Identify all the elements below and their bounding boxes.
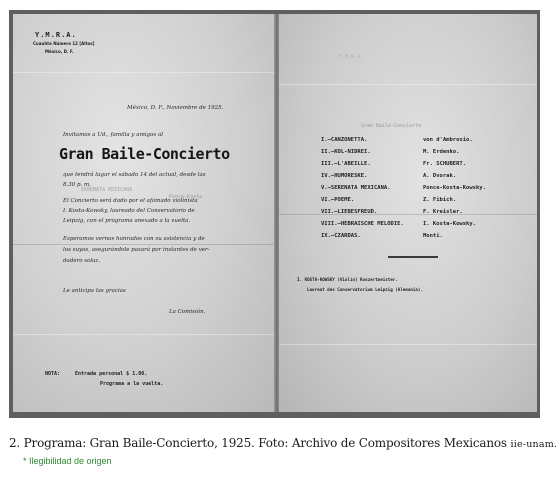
program-composer: A. Dvorak.: [423, 173, 457, 179]
program-composer: F. Kreisler.: [423, 209, 463, 215]
caption-source: iie-unam.: [510, 439, 557, 450]
nota-entry-price: Entrada personal $ 1.00.: [75, 371, 148, 377]
body-line: 8.30 p. m.: [63, 182, 91, 188]
program-composer: Fr. SCHUBERT.: [423, 161, 467, 167]
program-piece: VII.—LIEBESFREUD.: [321, 209, 378, 215]
program-divider: [388, 256, 438, 258]
program-piece: I.—CANZONETTA.: [321, 137, 368, 143]
invitation-line: Invitamos a Ud., familia y amigos al: [63, 132, 163, 138]
program-piece: VI.—POEME.: [321, 197, 355, 203]
program-composer: I. Kosta-Kowsky.: [423, 221, 476, 227]
body-line: Esperamos vernos honrados con su asistencia y de: [63, 236, 205, 242]
caption-text: 2. Programa: Gran Baile-Concierto, 1925. Foto: Archivo de Compositores Mexicanos: [9, 436, 511, 450]
program-piece: VIII.—HEBRAISCHE MELODIE.: [321, 221, 404, 227]
header-city: México, D. F.: [45, 49, 74, 54]
program-photograph: Y.M.R.A. Cuauhte Número 12 [Altos] México, D. F. México, D. F., Noviembre de 1925. Invitamos a Ud., familia y amigos al Gran Baile-Concierto SERENATA MEXICANA Ponce-Kosta que tendrá lugar el sábado 14 del actual, desde las 8.30 p. m. El Concierto será dado por el afamado violinista I. Kosta-Kowsky, laureado del Conservatorio de Leipzig, con el programa anexado a la vuelta. Esperamos vernos honrados con su asistencia y de los suyos, asegurándole pasará por instantes de ver- dadero solaz. Le anticipa las gracias La Comisión. NOTA: Entrada personal $ 1.00. Programa a la vuelta. I.—CANZONETTA. von d'Ambrosio. II.—KOL-NIDREI. M. Erdenko. III.—L'ABEILLE. Fr. SCHUBERT. IV.—HUMORESKE. A. Dvorak. V.—SERENATA MEXICANA. Ponce-Kosta-Kowsky. VI.—POEME. Z. Fibich. VII.—LIEBESFREUD. F. Kreisler. VIII.—HEBRAISCHE MELODIE. I. Kosta-Kowsky. IX.—CZARDAS. Monti. I. KOSTA-KOWSKY (Violín) Konzertmeister. Laureat des Conservatorium Leipzig (Alemania). Y.M.R.A. Gran Baile-Concierto: [9, 10, 540, 418]
program-composer: von d'Ambrosio.: [423, 137, 473, 143]
signature: La Comisión.: [169, 309, 206, 315]
program-composer: Z. Fibich.: [423, 197, 457, 203]
body-line: dadero solaz.: [63, 258, 101, 264]
header-org: Y.M.R.A.: [35, 31, 77, 39]
body-line: El Concierto será dado por el afamado violinista: [63, 198, 198, 204]
performer-line: I. KOSTA-KOWSKY (Violín) Konzertmeister.: [297, 277, 398, 282]
date-line: México, D. F., Noviembre de 1925.: [127, 105, 224, 111]
program-composer: M. Erdenko.: [423, 149, 460, 155]
body-line: que tendrá lugar el sábado 14 del actual, desde las: [63, 172, 206, 178]
program-right-page: [279, 14, 537, 412]
program-piece: IX.—CZARDAS.: [321, 233, 361, 239]
body-line: los suyos, asegurándole pasará por instantes de ver-: [63, 247, 210, 253]
program-piece: III.—L'ABEILLE.: [321, 161, 371, 167]
program-piece: V.—SERENATA MEXICANA.: [321, 185, 391, 191]
program-piece: IV.—HUMORESKE.: [321, 173, 368, 179]
thanks-line: Le anticipa las gracias: [63, 288, 126, 294]
header-address: Cuauhte Número 12 [Altos]: [33, 41, 95, 46]
program-piece: II.—KOL-NIDREI.: [321, 149, 371, 155]
program-composer: Ponce-Kosta-Kowsky.: [423, 185, 486, 191]
figure-caption: [9, 436, 557, 450]
body-line: Leipzig, con el programa anexado a la vuelta.: [63, 218, 191, 224]
body-line: I. Kosta-Kowsky, laureado del Conservatorio de: [63, 208, 195, 214]
nota-label: NOTA:: [45, 371, 61, 377]
legibility-note: * Ilegibilidad de origen: [23, 456, 112, 466]
performer-credentials: Laureat des Conservatorium Leipzig (Alemania).: [307, 287, 423, 292]
event-title: Gran Baile-Concierto: [59, 145, 230, 163]
nota-program-note: Programa a la vuelta.: [100, 381, 164, 387]
program-composer: Monti.: [423, 233, 443, 239]
